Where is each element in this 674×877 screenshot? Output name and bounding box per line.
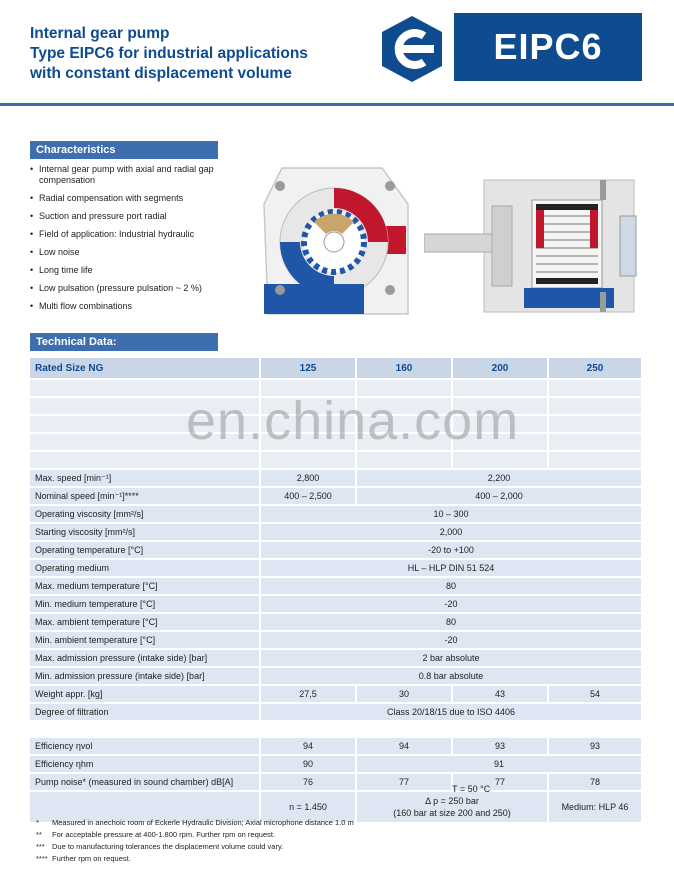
footnote: * Measured in anechoic room of Eckerle Hydraulic Division; Axial microphone distance 1.0 m — [36, 818, 354, 827]
characteristics-list — [30, 164, 240, 319]
column-header: 125 — [260, 358, 356, 379]
table-row — [30, 541, 642, 559]
model-badge: EIPC6 — [454, 13, 642, 81]
table-cell: 93 — [548, 737, 642, 755]
table-cell: 90 — [260, 755, 356, 773]
row-label: Operating medium — [30, 559, 260, 577]
table-row — [30, 737, 642, 755]
condition-pressure — [356, 791, 548, 823]
table-row — [30, 685, 642, 703]
table-cell: 77 — [356, 773, 452, 791]
table-row — [30, 773, 642, 791]
list-item: • Long time life — [30, 265, 240, 276]
row-label: Efficiency ηhm — [30, 755, 260, 773]
table-cell: 80 — [260, 577, 642, 595]
company-logo — [380, 14, 444, 84]
row-label: Min. admission pressure (intake side) [bar] — [30, 667, 260, 685]
table-row — [30, 505, 642, 523]
table-spacer — [30, 721, 642, 737]
pump-front-section-image — [262, 164, 410, 316]
row-label: Max. admission pressure (intake side) [bar] — [30, 649, 260, 667]
table-row — [30, 469, 642, 487]
list-item: • Radial compensation with segments — [30, 193, 240, 204]
table-cell: 93 — [452, 737, 548, 755]
characteristics-heading: Characteristics — [30, 141, 218, 159]
table-cell: HL – HLP DIN 51 524 — [260, 559, 642, 577]
table-row-obscured — [30, 451, 642, 469]
row-label: Operating viscosity [mm²/s] — [30, 505, 260, 523]
condition-pressure-value: Δ p = 250 bar — [425, 796, 479, 806]
table-row — [30, 667, 642, 685]
table-cell: 30 — [356, 685, 452, 703]
table-row — [30, 649, 642, 667]
row-label: Min. ambient temperature [°C] — [30, 631, 260, 649]
footnote: *** Due to manufacturing tolerances the displacement volume could vary. — [36, 842, 284, 851]
hexagon-logo-icon — [380, 14, 444, 84]
footnote: **** Further rpm on request. — [36, 854, 131, 863]
title-line-2: Type EIPC6 for industrial applications — [30, 45, 308, 62]
column-header: 160 — [356, 358, 452, 379]
table-row — [30, 613, 642, 631]
table-cell: 77 — [452, 773, 548, 791]
footnote: ** For acceptable pressure at 400-1.800 rpm. Further rpm on request. — [36, 830, 276, 839]
row-label: Max. speed [min⁻¹] — [30, 469, 260, 487]
table-cell: 2,000 — [260, 523, 642, 541]
table-cell: 76 — [260, 773, 356, 791]
row-label: Starting viscosity [mm²/s] — [30, 523, 260, 541]
table-row — [30, 595, 642, 613]
table-cell: 0.8 bar absolute — [260, 667, 642, 685]
table-cell: 2,200 — [356, 469, 642, 487]
pump-side-section-image — [424, 176, 642, 316]
table-cell: 2 bar absolute — [260, 649, 642, 667]
row-label: Pump noise* (measured in sound chamber) dB[A] — [30, 773, 260, 791]
table-cell: Class 20/18/15 due to ISO 4406 — [260, 703, 642, 721]
list-item: • Multi flow combinations — [30, 301, 240, 312]
table-cell: 78 — [548, 773, 642, 791]
table-cell: 400 – 2,500 — [260, 487, 356, 505]
table-cell: 2,800 — [260, 469, 356, 487]
table-cell: -20 — [260, 595, 642, 613]
watermark: en.china.com — [186, 391, 520, 451]
title-line-3: with constant displacement volume — [30, 65, 292, 82]
table-row — [30, 487, 642, 505]
condition-speed: n = 1.450 — [260, 791, 356, 823]
list-item: • Suction and pressure port radial — [30, 211, 240, 222]
row-label: Weight appr. [kg] — [30, 685, 260, 703]
row-label: Operating temperature [°C] — [30, 541, 260, 559]
table-cell: 91 — [356, 755, 642, 773]
table-row — [30, 559, 642, 577]
row-label: Max. ambient temperature [°C] — [30, 613, 260, 631]
condition-medium: Medium: HLP 46 — [548, 791, 642, 823]
technical-data-heading: Technical Data: — [30, 333, 218, 351]
table-row — [30, 631, 642, 649]
column-header: Rated Size NG — [30, 358, 260, 379]
table-cell: -20 — [260, 631, 642, 649]
condition-temperature: T = 50 °C — [452, 784, 491, 794]
table-cell: 10 – 300 — [260, 505, 642, 523]
table-row — [30, 577, 642, 595]
list-item: • Low noise — [30, 247, 240, 258]
row-label: Max. medium temperature [°C] — [30, 577, 260, 595]
table-header-row — [30, 358, 642, 379]
column-header: 250 — [548, 358, 642, 379]
document-title — [30, 24, 370, 84]
table-row — [30, 703, 642, 721]
row-label: Efficiency ηvol — [30, 737, 260, 755]
row-label: Min. medium temperature [°C] — [30, 595, 260, 613]
table-cell: 27,5 — [260, 685, 356, 703]
row-label: Degree of filtration — [30, 703, 260, 721]
header-divider — [0, 103, 674, 106]
table-cell: 80 — [260, 613, 642, 631]
column-header: 200 — [452, 358, 548, 379]
list-item: • Low pulsation (pressure pulsation ~ 2 %) — [30, 283, 240, 294]
table-cell: 94 — [260, 737, 356, 755]
table-cell: -20 to +100 — [260, 541, 642, 559]
table-row — [30, 523, 642, 541]
condition-pressure-note: (160 bar at size 200 and 250) — [393, 808, 511, 818]
table-cell: 43 — [452, 685, 548, 703]
list-item: • Internal gear pump with axial and radial gap compensation — [30, 164, 240, 186]
list-item: • Field of application: Industrial hydraulic — [30, 229, 240, 240]
table-row — [30, 755, 642, 773]
table-cell: 400 – 2,000 — [356, 487, 642, 505]
row-label: Nominal speed [min⁻¹]**** — [30, 487, 260, 505]
title-line-1: Internal gear pump — [30, 25, 170, 42]
table-cell: 94 — [356, 737, 452, 755]
table-cell: 54 — [548, 685, 642, 703]
footnotes — [36, 817, 354, 865]
